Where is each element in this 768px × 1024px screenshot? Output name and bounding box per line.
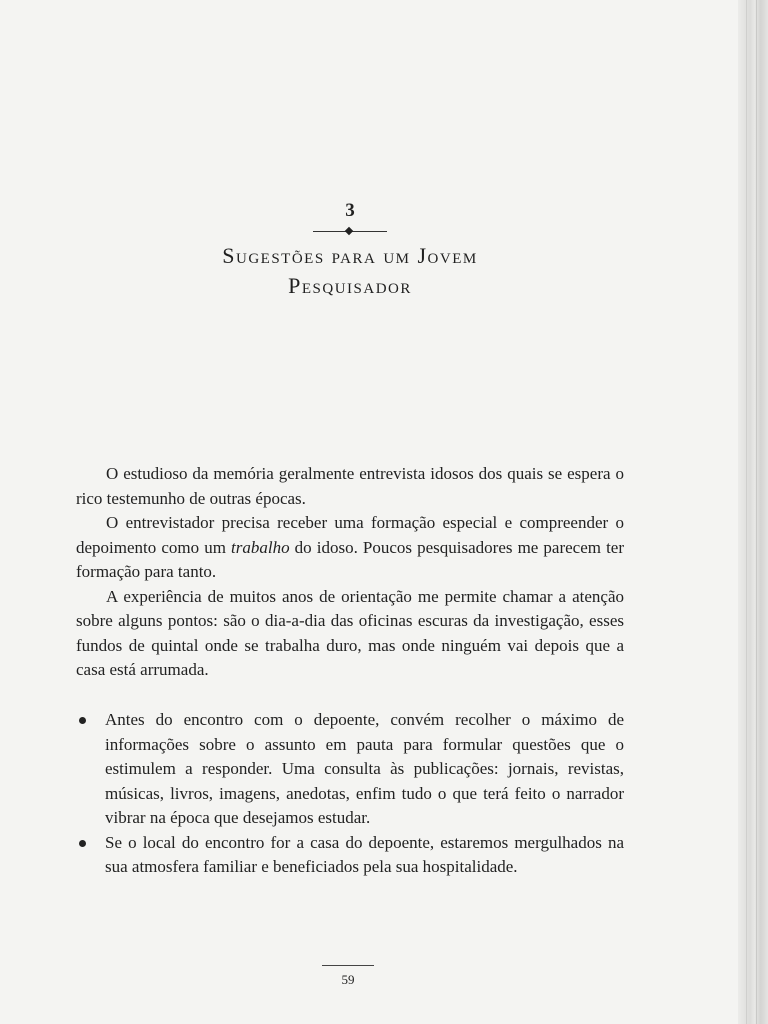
folio-rule <box>322 965 374 966</box>
paragraph: O estudioso da memória geralmente entrevista idosos dos quais se espera o rico testemunho de outras épocas. <box>76 464 624 508</box>
list-item <box>76 831 624 880</box>
list-item <box>76 708 624 831</box>
page-stack-edge <box>738 0 768 1024</box>
bullet-icon <box>79 717 86 724</box>
diamond-icon <box>345 227 353 235</box>
chapter-title-line-1: Sugestões para um Jovem <box>222 243 478 268</box>
list-item-text: Antes do encontro com o depoente, convém recolher o máximo de informações sobre o assunto em pauta para formular questões que o estimulem a responder. Uma consulta às publicações: jornais, revistas, músicas, livros, imagens, anedotas, enfim tudo o que terá feito o narrador vibrar na época que desejamos estudar. <box>105 710 624 827</box>
bullet-icon <box>79 840 86 847</box>
chapter-number: 3 <box>345 200 355 221</box>
paragraph-text: O entrevistador precisa receber uma formação especial e compreender o depoimento como um <box>76 513 624 557</box>
paragraph <box>76 511 624 585</box>
body-text <box>76 462 624 683</box>
paragraph-text: do idoso. Poucos pesquisadores me parecem ter formação para tanto. <box>76 537 624 581</box>
chapter-title-line-2: Pesquisador <box>288 273 412 298</box>
bullet-list <box>76 708 624 880</box>
chapter-ornament <box>313 227 387 237</box>
emphasis-text: trabalho <box>231 537 290 557</box>
chapter-title <box>0 241 700 301</box>
page-number: 59 <box>341 972 355 987</box>
paragraph: A experiência de muitos anos de orientação me permite chamar a atenção sobre alguns pontos: são o dia-a-dia das oficinas escuras da investigação, esses fundos de quintal onde se trabalha duro, mas onde ninguém vai depois que a casa está arrumada. <box>76 586 624 679</box>
list-item-text: Se o local do encontro for a casa do depoente, estaremos mergulhados na sua atmosfera familiar e beneficiados pela sua hospitalidade. <box>105 832 624 876</box>
